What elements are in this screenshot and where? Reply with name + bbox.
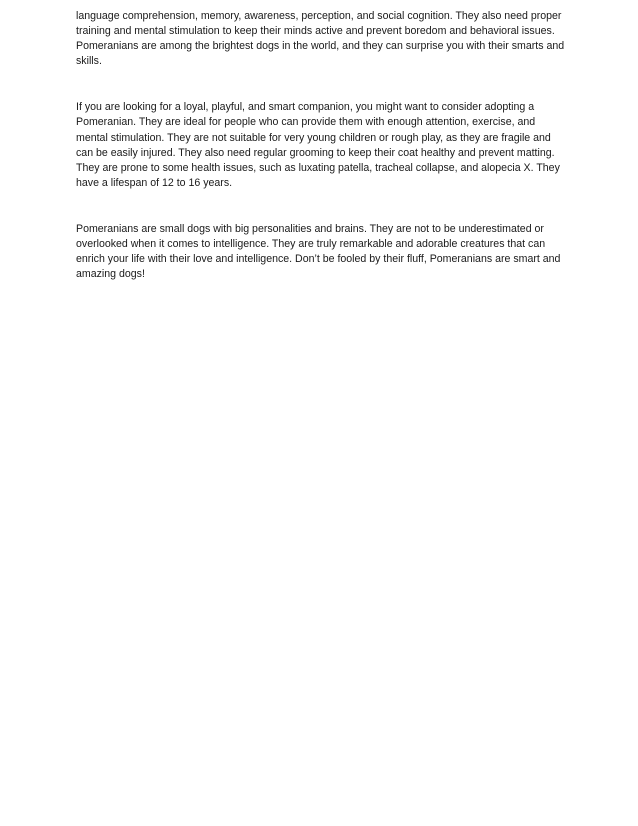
paragraph-conclusion: Pomeranians are small dogs with big personalities and brains. They are not to be underestimated or overlooked when it comes to intelligence. They are truly remarkable and adorable creatures that can enrich your life with their love and intelligence. Don’t be fooled by their fluff, Pomeranians are smart and amazing dogs! xyxy=(76,222,561,281)
paragraph-adoption: If you are looking for a loyal, playful, and smart companion, you might want to consider adopting a Pomeranian. They are ideal for people who can provide them with enough attention, exercise, and mental stimulation. They are not suitable for very young children or rough play, as they are fragile and can be easily injured. They also need regular grooming to keep their coat healthy and prevent matting. They are prone to some health issues, such as luxating patella, tracheal collapse, and alopecia X. They have a lifespan of 12 to 16 years. xyxy=(76,101,560,189)
paragraph-intelligence: language comprehension, memory, awareness, perception, and social cognition. They also need proper training and mental stimulation to keep their minds active and prevent boredom and behavioral issues. Pomeranians are among the brightest dogs in the world, and they can surprise you with their smarts and skills. xyxy=(76,10,565,68)
document-body xyxy=(76,9,566,282)
